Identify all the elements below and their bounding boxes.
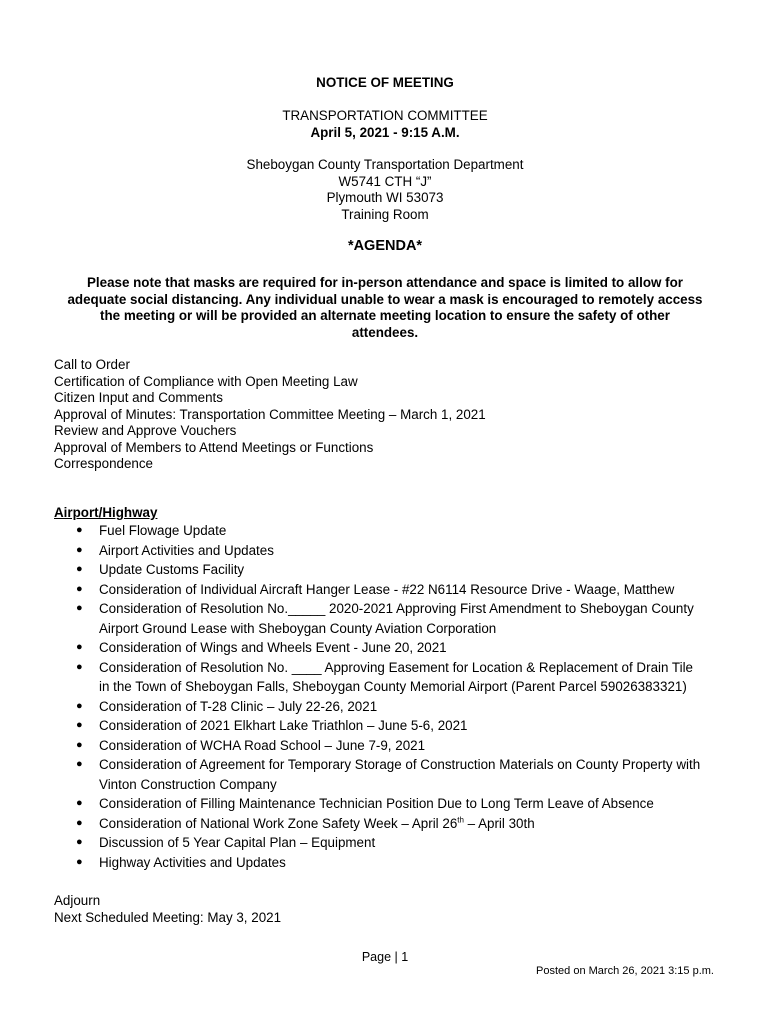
bullet-text: Consideration of Agreement for Temporary Storage of Construction Materials on County Property with: [99, 757, 701, 772]
bullet-item: [0, 541, 770, 561]
bullet-dot-icon: ●: [76, 836, 83, 848]
bullet-text: Fuel Flowage Update: [99, 523, 227, 538]
meeting-date-time: April 5, 2021 - 9:15 A.M.: [310, 124, 460, 140]
bullet-text: Consideration of Filling Maintenance Technician Position Due to Long Term Leave of Absence: [99, 796, 654, 811]
location-city: Plymouth WI 53073: [326, 190, 444, 205]
mask-notice-line: Please note that masks are required for in-person attendance and space is limited to allow for: [86, 275, 684, 290]
bullet-dot-icon: ●: [76, 855, 83, 868]
opening-items: [54, 357, 724, 473]
bullet-text: Update Customs Facility: [99, 562, 245, 577]
agenda-heading: *AGENDA*: [347, 238, 423, 254]
bullet-dot-icon: ●: [76, 719, 83, 731]
agenda-item: Certification of Compliance with Open Meeting Law: [54, 373, 358, 389]
bullet-dot-icon: ●: [76, 543, 83, 556]
posted-note: Posted on March 26, 2021 3:15 p.m.: [536, 965, 714, 977]
bullet-dot-icon: ●: [76, 602, 83, 614]
bullet-item: [0, 853, 770, 873]
bullet-text: [99, 814, 730, 834]
bullet-text: Consideration of 2021 Elkhart Lake Triathlon – June 5-6, 2021: [99, 718, 468, 733]
location-block: [0, 157, 770, 223]
mask-notice: [0, 275, 770, 341]
agenda-item: Citizen Input and Comments: [54, 390, 223, 405]
bullet-item: [0, 697, 770, 717]
bullet-dot-icon: ●: [76, 641, 83, 653]
bullet-item: [0, 736, 770, 756]
closing-items: [54, 893, 724, 926]
section-heading-airport-highway: Airport/Highway: [54, 505, 158, 520]
bullet-item: [0, 794, 770, 814]
location-room: Training Room: [341, 206, 429, 222]
bullet-dot-icon: ●: [76, 797, 83, 809]
bullet-item: [0, 560, 770, 580]
notice-title: NOTICE OF MEETING: [316, 75, 454, 90]
location-department: Sheboygan County Transportation Department: [246, 157, 524, 172]
bullet-item: [0, 521, 770, 541]
bullet-item: [0, 716, 770, 736]
bullet-dot-icon: ●: [76, 699, 83, 712]
bullet-text: in the Town of Sheboygan Falls, Sheboygan County Memorial Airport (Parent Parcel 59026383321): [99, 679, 687, 694]
page-number: Page | 1: [361, 950, 409, 964]
bullet-text: Consideration of T-28 Clinic – July 22-26, 2021: [99, 698, 378, 714]
bullet-item: [0, 814, 770, 834]
location-address: W5741 CTH “J”: [338, 173, 432, 189]
bullet-dot-icon: ●: [76, 660, 83, 673]
mask-notice-line: attendees.: [351, 324, 419, 340]
bullet-text: Highway Activities and Updates: [99, 854, 286, 870]
bullet-text: Consideration of Wings and Wheels Event - June 20, 2021: [99, 640, 447, 655]
bullet-text-part: – April 30th: [463, 815, 535, 831]
bullet-dot-icon: ●: [76, 524, 83, 536]
bullet-dot-icon: ●: [76, 738, 83, 751]
agenda-item: Call to Order: [54, 357, 130, 372]
bullet-text: Consideration of Resolution No._____ 2020-2021 Approving First Amendment to Sheboygan County: [99, 601, 694, 616]
committee-block: [0, 108, 770, 141]
bullet-text: Airport Ground Lease with Sheboygan County Aviation Corporation: [99, 620, 497, 636]
agenda-item: Correspondence: [54, 456, 154, 471]
mask-notice-line: adequate social distancing. Any individual unable to wear a mask is encouraged to remotely access: [67, 291, 703, 307]
bullet-dot-icon: ●: [76, 758, 83, 770]
airport-highway-list: [0, 521, 770, 872]
bullet-item: [0, 658, 770, 697]
committee-name: TRANSPORTATION COMMITTEE: [282, 108, 488, 123]
bullet-text: Airport Activities and Updates: [99, 542, 274, 558]
next-meeting-item: Next Scheduled Meeting: May 3, 2021: [54, 909, 282, 925]
bullet-item: [0, 833, 770, 853]
bullet-dot-icon: ●: [76, 563, 83, 575]
agenda-item: Approval of Minutes: Transportation Committee Meeting – March 1, 2021: [54, 406, 486, 422]
agenda-item: Review and Approve Vouchers: [54, 423, 237, 438]
adjourn-item: Adjourn: [54, 893, 101, 908]
bullet-text-superscript: th: [457, 815, 464, 825]
bullet-item: [0, 580, 770, 600]
bullet-text-part: Consideration of National Work Zone Safety Week – April 26: [99, 815, 458, 831]
agenda-item: Approval of Members to Attend Meetings or Functions: [54, 439, 374, 455]
bullet-dot-icon: ●: [76, 816, 83, 829]
bullet-text: Consideration of Resolution No. ____ Approving Easement for Location & Replacement of Drain Tile: [99, 659, 693, 675]
bullet-item: [0, 599, 770, 638]
bullet-item: [0, 755, 770, 794]
bullet-dot-icon: ●: [76, 582, 83, 595]
bullet-text: Vinton Construction Company: [99, 776, 277, 792]
bullet-text: Discussion of 5 Year Capital Plan – Equipment: [99, 835, 376, 850]
bullet-text: Consideration of WCHA Road School – June 7-9, 2021: [99, 737, 426, 753]
mask-notice-line: the meeting or will be provided an alternate meeting location to ensure the safety of other: [100, 308, 670, 323]
bullet-text: Consideration of Individual Aircraft Hanger Lease - #22 N6114 Resource Drive - Waage, Matthew: [99, 581, 675, 597]
bullet-item: [0, 638, 770, 658]
